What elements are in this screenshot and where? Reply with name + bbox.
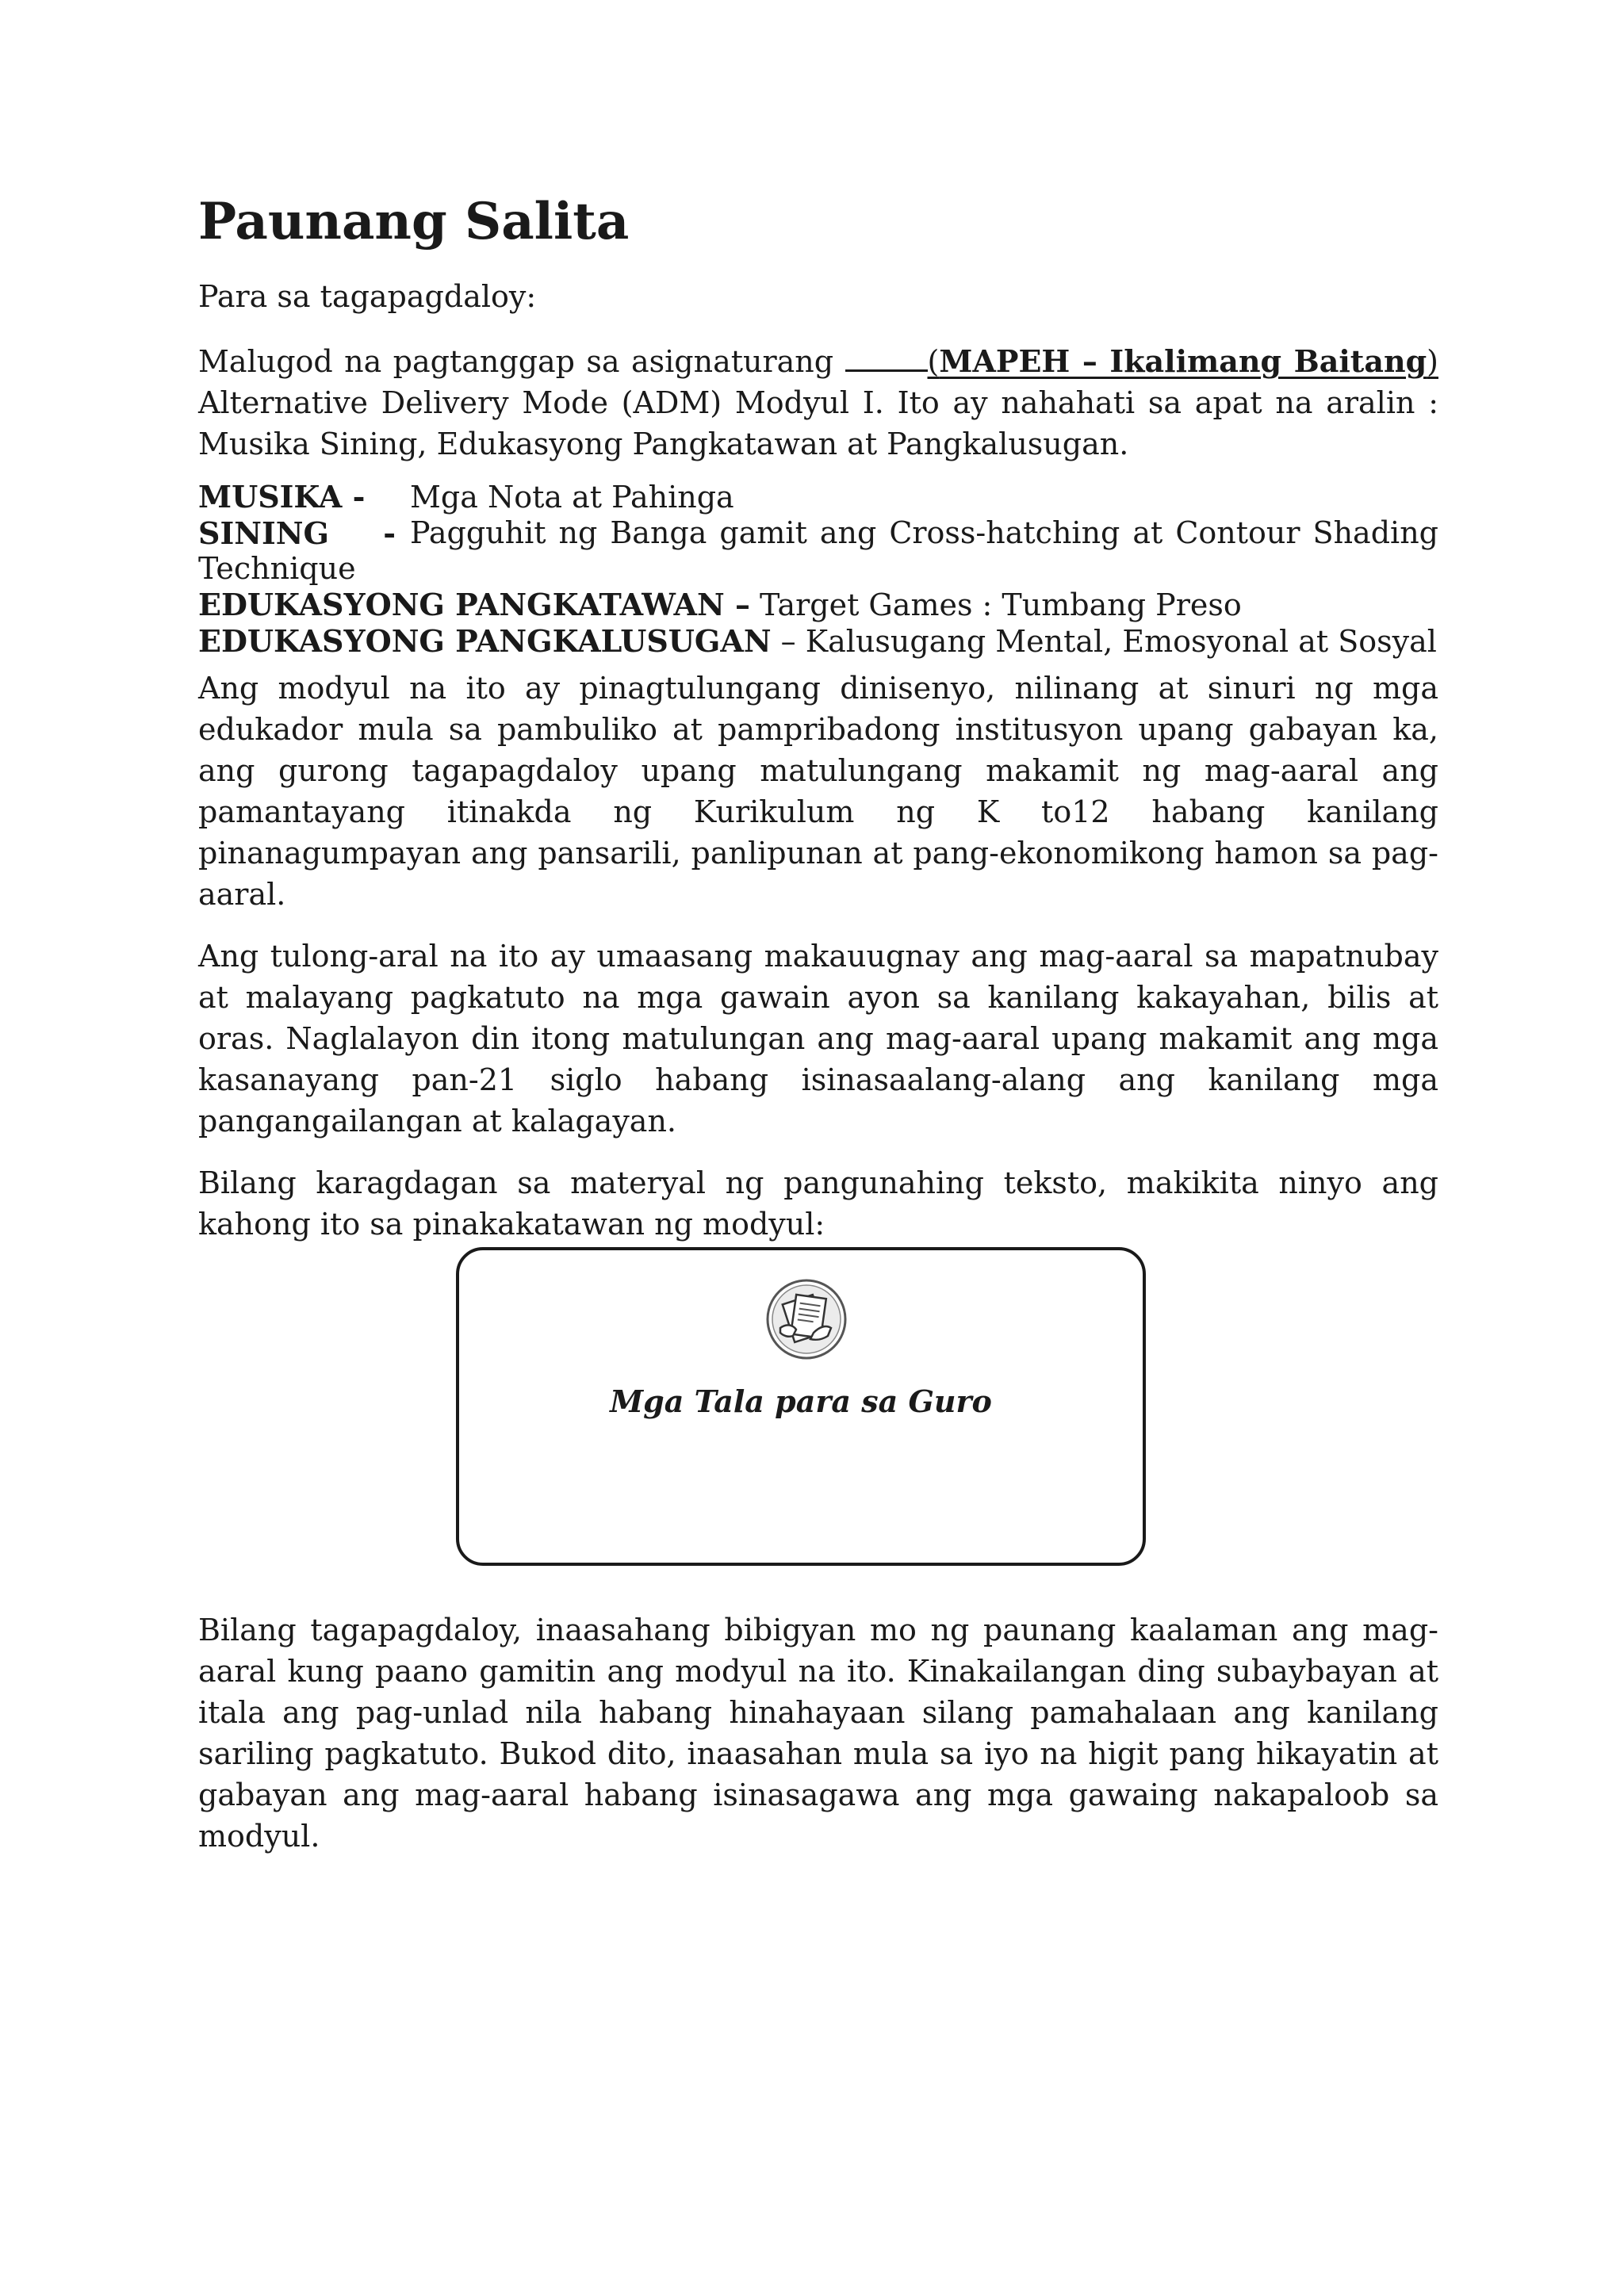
document-page [198, 190, 1438, 1245]
lesson-label: EDUKASYONG PANGKATAWAN – [198, 587, 750, 622]
lesson-label: SINING - [198, 515, 396, 551]
subject-name: (MAPEH – Ikalimang Baitang) [927, 343, 1438, 379]
page-title: Paunang Salita [198, 192, 630, 251]
closing-paragraph: Bilang tagapagdaloy, inaasahang bibigyan mo ng paunang kaalaman ang mag-aaral kung paano gamitin ang modyul na ito. Kinakailangan ding subaybayan at itala ang pag-unlad nila habang hinahayaan silang pamahalaan ang kanilang sariling pagkatuto. Bukod dito, inaasahan mula sa iyo na higit pang hikayatin at gabayan ang mag-aaral habang isinasagawa ang mga gawaing nakapaloob sa modyul. [198, 1613, 1438, 1854]
blank-line [845, 338, 928, 372]
notes-hand-icon [764, 1277, 848, 1361]
teacher-notes-box [456, 1247, 1146, 1566]
lesson-list [198, 479, 1438, 660]
intro-paragraph: Malugod na pagtanggap sa asignaturang (MAPEH – Ikalimang Baitang) Alternative Delivery Mode (ADM) Modyul I. Ito ay nahahati sa apat na aralin : Musika Sining, Edukasyong Pangkatawan at Pangkalusugan. [198, 338, 1438, 465]
lesson-text: Target Games : Tumbang Preso [749, 587, 1242, 622]
lesson-text: – Kalusugang Mental, Emosyonal at Sosyal [771, 624, 1437, 659]
lesson-pe [198, 587, 1438, 623]
lesson-musika [198, 479, 1438, 515]
paragraph-3: Bilang karagdagan sa materyal ng pangunahing teksto, makikita ninyo ang kahong ito sa pinakakatawan ng modyul: [198, 1165, 1438, 1242]
lesson-text: Mga Nota at Pahinga [410, 480, 734, 515]
lesson-label: EDUKASYONG PANGKALUSUGAN [198, 623, 772, 659]
lesson-sining-cont: Technique [198, 551, 356, 586]
lesson-label: MUSIKA - [198, 479, 366, 515]
paragraph-2: Ang tulong-aral na ito ay umaasang makauugnay ang mag-aaral sa mapatnubay at malayang pagkatuto na mga gawain ayon sa kanilang kakayahan, bilis at oras. Naglalayon din itong matulungan ang mag-aaral upang makamit ang mga kasanayang pan-21 siglo habang isinasaalang-alang ang kanilang mga pangangailangan at kalagayan. [198, 939, 1438, 1138]
lesson-health [198, 623, 1438, 660]
closing-section [198, 1609, 1438, 1857]
greeting: Para sa tagapagdaloy: [198, 279, 537, 314]
paragraph-1: Ang modyul na ito ay pinagtulungang dinisenyo, nilinang at sinuri ng mga edukador mula sa pambuliko at pampribadong institusyon upang gabayan ka, ang gurong tagapagdaloy upang matulungang makamit ng mag-aaral ang pamantayang itinakda ng Kurikulum ng K to12 habang kanilang pinanagumpayan ang pansarili, panlipunan at pang-ekonomikong hamon sa pag-aaral. [198, 671, 1438, 912]
lesson-sining [198, 515, 1438, 551]
lesson-text: Pagguhit ng Banga gamit ang Cross-hatching at Contour Shading [410, 515, 1438, 550]
teacher-notes-title: Mga Tala para sa Guro [610, 1383, 992, 1419]
